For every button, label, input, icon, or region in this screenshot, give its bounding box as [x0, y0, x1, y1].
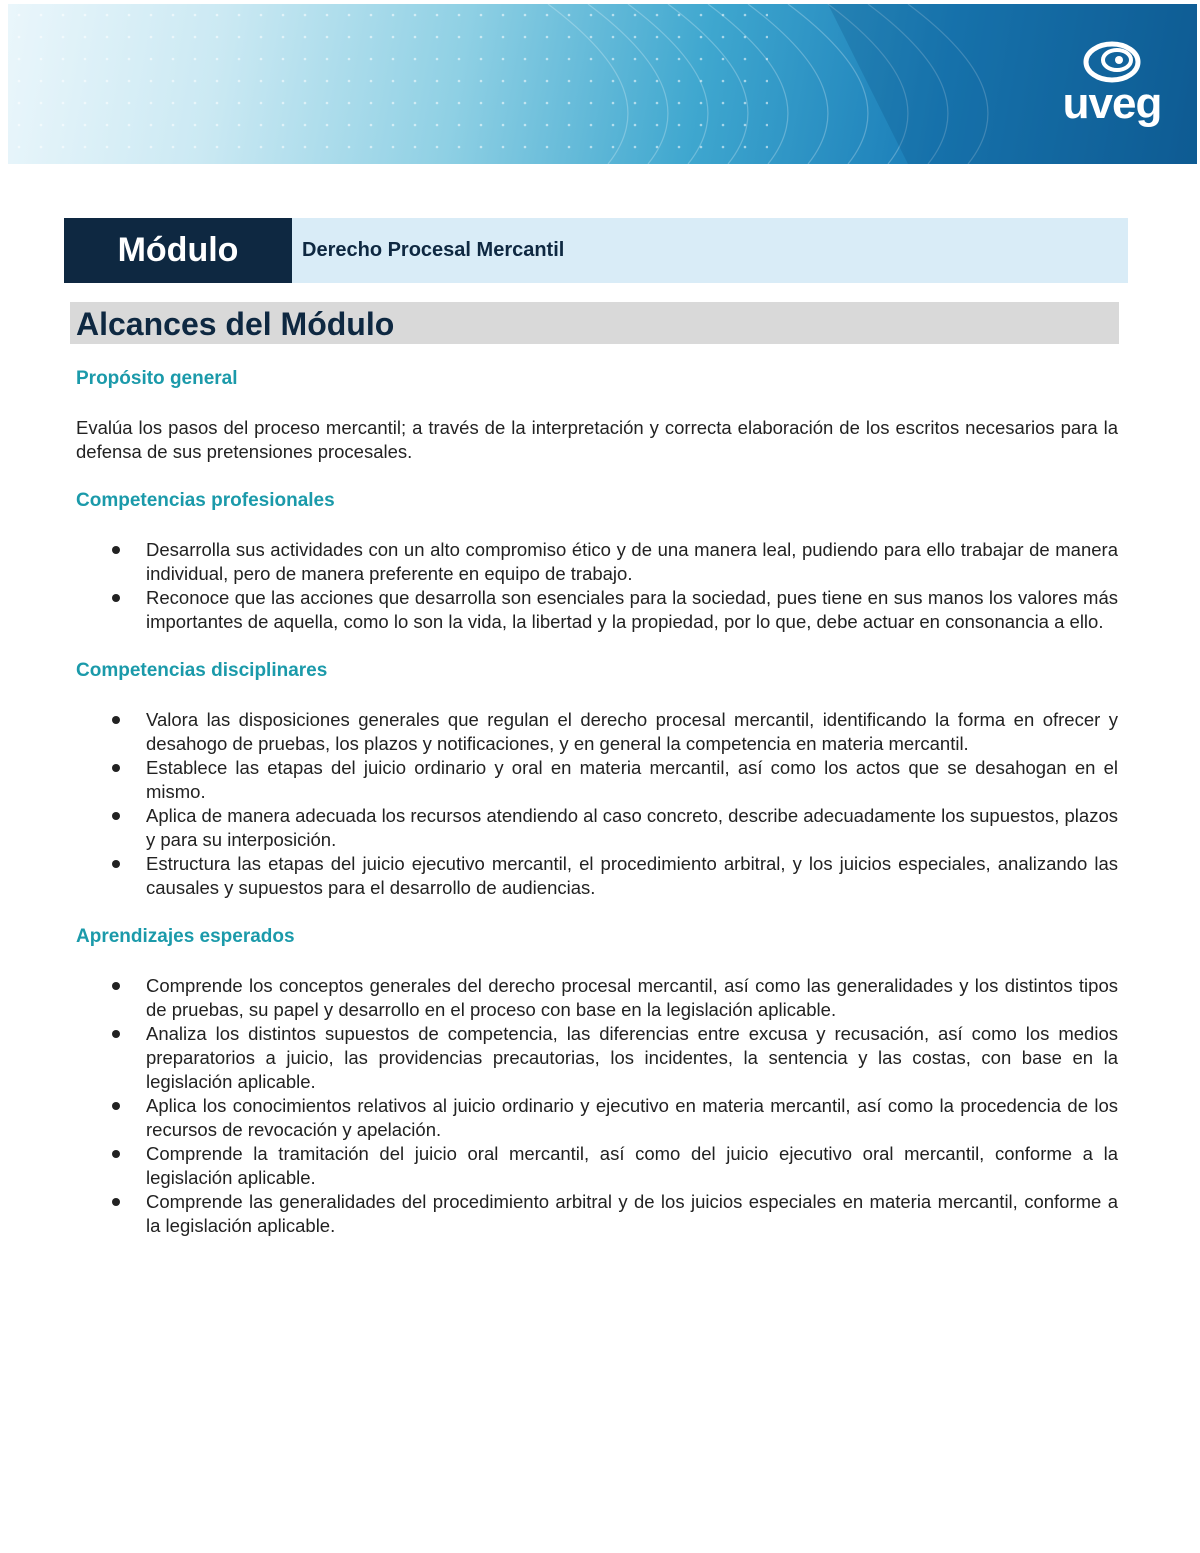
bullet-icon	[112, 546, 120, 554]
bullet-icon	[112, 1198, 120, 1206]
bullet-icon	[112, 1150, 120, 1158]
banner-decoration	[8, 4, 1197, 164]
disciplinary-list	[76, 708, 1118, 900]
professional-heading: Competencias profesionales	[76, 490, 335, 511]
bullet-icon	[112, 982, 120, 990]
list-item: Estructura las etapas del juicio ejecutivo mercantil, el procedimiento arbitral, y los juicios especiales, analizando las causales y supuestos para el desarrollo de audiencias.	[76, 852, 1118, 900]
list-item: Comprende los conceptos generales del derecho procesal mercantil, así como las generalidades y los distintos tipos de pruebas, su papel y desarrollo en el proceso con base en la legislación aplicable.	[76, 974, 1118, 1022]
disciplinary-heading: Competencias disciplinares	[76, 660, 328, 681]
list-item: Aplica los conocimientos relativos al juicio ordinario y ejecutivo en materia mercantil, así como la procedencia de los recursos de revocación y apelación.	[76, 1094, 1118, 1142]
document-content	[76, 366, 1118, 1238]
list-item: Aplica de manera adecuada los recursos atendiendo al caso concreto, describe adecuadamente los supuestos, plazos y para su interposición.	[76, 804, 1118, 852]
scope-title: Alcances del Módulo	[76, 306, 395, 342]
logo-wordmark: uveg	[1062, 79, 1162, 128]
scope-bar	[70, 302, 1119, 344]
bullet-icon	[112, 812, 120, 820]
professional-list	[76, 538, 1118, 634]
list-item: Establece las etapas del juicio ordinario y oral en materia mercantil, así como los actos que se desahogan en el mismo.	[76, 756, 1118, 804]
bullet-icon	[112, 1030, 120, 1038]
list-item: Reconoce que las acciones que desarrolla son esenciales para la sociedad, pues tiene en sus manos los valores más importantes de aquella, como lo son la vida, la libertad y la propiedad, por lo que, debe actuar en consonancia a ello.	[76, 586, 1118, 634]
header-banner	[8, 4, 1197, 164]
list-item: Comprende las generalidades del procedimiento arbitral y de los juicios especiales en materia mercantil, conforme a la legislación aplicable.	[76, 1190, 1118, 1238]
list-item: Valora las disposiciones generales que regulan el derecho procesal mercantil, identificando la forma en ofrecer y desahogo de pruebas, los plazos y notificaciones, y en general la competencia en materia mercantil.	[76, 708, 1118, 756]
purpose-text: Evalúa los pasos del proceso mercantil; a través de la interpretación y correcta elaboración de los escritos necesarios para la defensa de sus pretensiones procesales.	[76, 417, 1118, 462]
module-bar	[64, 218, 1128, 283]
bullet-icon	[112, 860, 120, 868]
bullet-icon	[112, 594, 120, 602]
list-item: Analiza los distintos supuestos de competencia, las diferencias entre excusa y recusación, así como los medios preparatorios a juicio, las providencias precautorias, los incidentes, la sentencia y las costas, con base en la legislación aplicable.	[76, 1022, 1118, 1094]
learning-heading: Aprendizajes esperados	[76, 926, 295, 947]
module-label: Módulo	[64, 218, 292, 283]
bullet-icon	[112, 716, 120, 724]
learning-list	[76, 974, 1118, 1238]
list-item: Comprende la tramitación del juicio oral mercantil, así como del juicio ejecutivo oral mercantil, conforme a la legislación aplicable.	[76, 1142, 1118, 1190]
module-name: Derecho Procesal Mercantil	[302, 239, 565, 261]
bullet-icon	[112, 764, 120, 772]
uveg-logo	[1057, 38, 1167, 138]
purpose-heading: Propósito general	[76, 368, 238, 389]
bullet-icon	[112, 1102, 120, 1110]
list-item: Desarrolla sus actividades con un alto compromiso ético y de una manera leal, pudiendo para ello trabajar de manera individual, pero de manera preferente en equipo de trabajo.	[76, 538, 1118, 586]
